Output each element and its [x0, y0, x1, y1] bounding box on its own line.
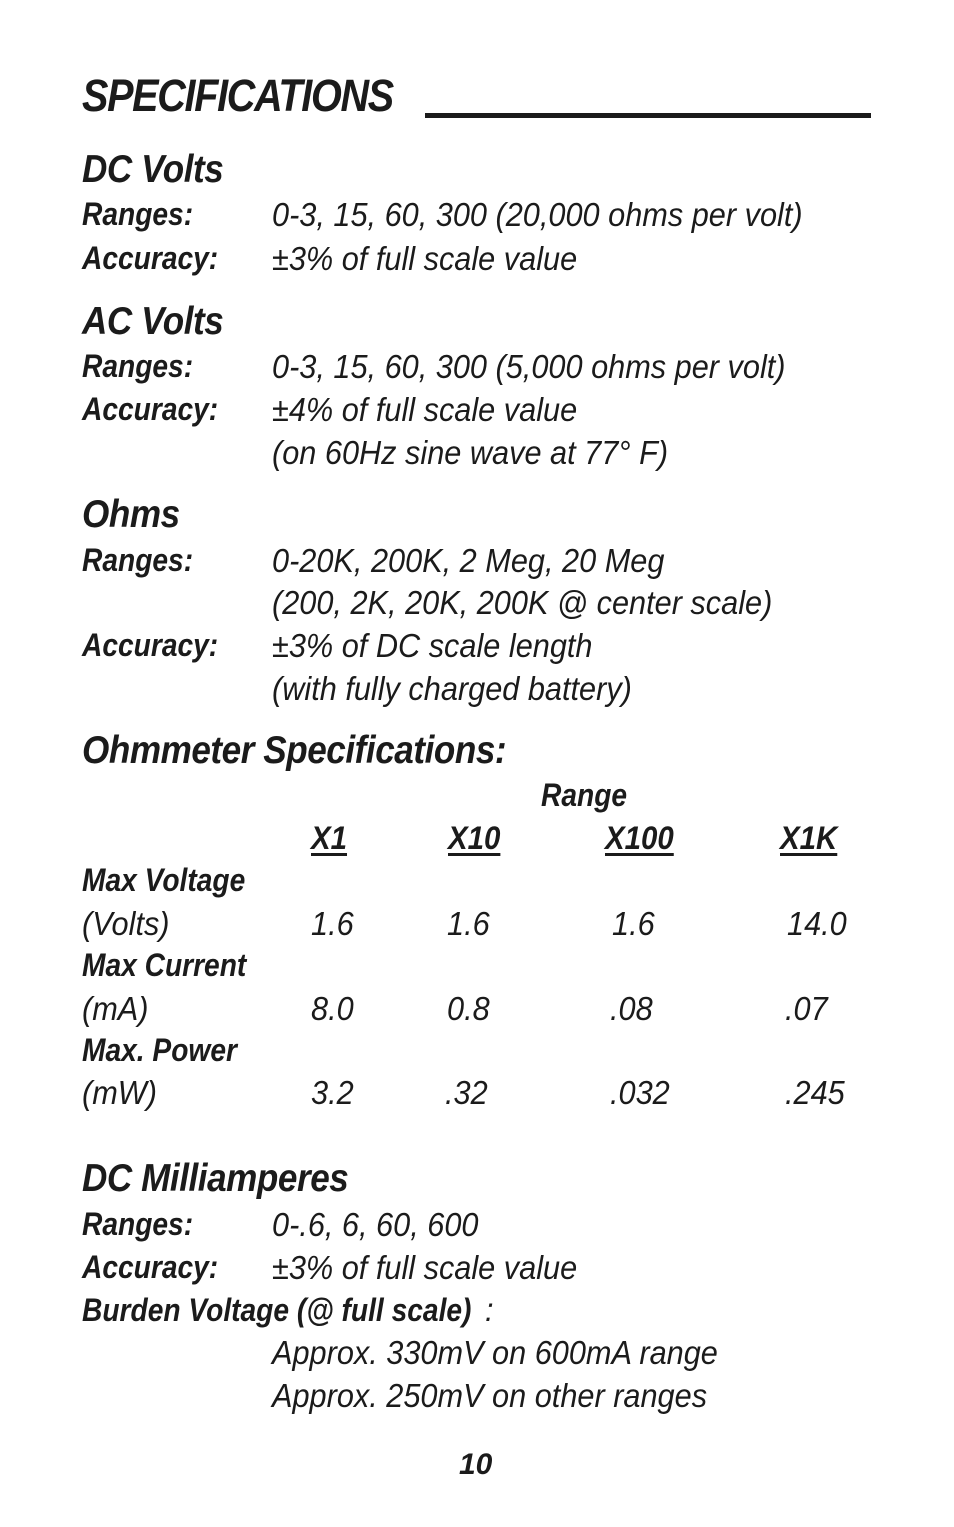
ac-volts-ranges-label: Ranges: [82, 348, 194, 384]
table-cell: 3.2 [311, 1074, 354, 1111]
ac-volts-accuracy-value: ±4% of full scale value [272, 391, 578, 428]
ac-volts-accuracy-label: Accuracy: [82, 391, 219, 427]
column-header-x100: X100 [605, 820, 674, 856]
dc-ma-ranges-label: Ranges: [82, 1206, 194, 1242]
ohms-ranges-label: Ranges: [82, 542, 194, 578]
ac-volts-accuracy-note: (on 60Hz sine wave at 77° F) [272, 434, 669, 471]
ohms-accuracy-note: (with fully charged battery) [272, 670, 632, 707]
ohms-accuracy-label: Accuracy: [82, 627, 219, 663]
burden-voltage-row [82, 1291, 494, 1329]
table-cell: 8.0 [311, 990, 354, 1027]
table-cell: .245 [785, 1074, 845, 1111]
ohms-heading: Ohms [82, 493, 180, 536]
column-header-x10: X10 [448, 820, 501, 856]
dc-volts-heading: DC Volts [82, 148, 224, 191]
row-label-max-voltage: Max Voltage [82, 862, 246, 898]
dc-volts-ranges-label: Ranges: [82, 196, 194, 232]
ac-volts-ranges-value: 0-3, 15, 60, 300 (5,000 ohms per volt) [272, 348, 786, 385]
table-cell: 14.0 [787, 905, 847, 942]
dc-volts-ranges-value: 0-3, 15, 60, 300 (20,000 ohms per volt) [272, 196, 803, 233]
page-title: SPECIFICATIONS [82, 70, 393, 121]
ohms-accuracy-value: ±3% of DC scale length [272, 627, 593, 664]
dc-volts-accuracy-value: ±3% of full scale value [272, 240, 578, 277]
ohms-ranges-value: 0-20K, 200K, 2 Meg, 20 Meg [272, 542, 665, 579]
table-cell: 0.8 [447, 990, 490, 1027]
title-rule [425, 113, 871, 118]
column-header-x1: X1 [311, 820, 348, 856]
table-cell: .08 [610, 990, 653, 1027]
table-cell: .07 [785, 990, 828, 1027]
row-unit-volts: (Volts) [82, 905, 170, 942]
dc-volts-accuracy-label: Accuracy: [82, 240, 219, 276]
table-cell: .032 [610, 1074, 670, 1111]
page-number: 10 [459, 1448, 493, 1481]
column-header-x1k: X1K [780, 820, 838, 856]
burden-voltage-line-1: Approx. 330mV on 600mA range [272, 1334, 718, 1371]
table-cell: 1.6 [612, 905, 655, 942]
range-label: Range [541, 777, 628, 813]
burden-voltage-line-2: Approx. 250mV on other ranges [272, 1377, 708, 1414]
table-cell: 1.6 [311, 905, 354, 942]
table-cell: .32 [445, 1074, 488, 1111]
row-label-max-current: Max Current [82, 947, 247, 983]
ohms-ranges-note: (200, 2K, 20K, 200K @ center scale) [272, 584, 773, 621]
row-label-max-power: Max. Power [82, 1032, 237, 1068]
row-unit-ma: (mA) [82, 990, 149, 1027]
dc-ma-accuracy-label: Accuracy: [82, 1249, 219, 1285]
dc-ma-accuracy-value: ±3% of full scale value [272, 1249, 578, 1286]
table-cell: 1.6 [447, 905, 490, 942]
dc-ma-heading: DC Milliamperes [82, 1157, 349, 1200]
ohmmeter-heading: Ohmmeter Specifications: [82, 729, 507, 772]
burden-voltage-colon: : [484, 1291, 494, 1328]
burden-voltage-label: Burden Voltage (@ full scale) [82, 1292, 472, 1328]
dc-ma-ranges-value: 0-.6, 6, 60, 600 [272, 1206, 479, 1243]
row-unit-mw: (mW) [82, 1074, 157, 1111]
ac-volts-heading: AC Volts [82, 300, 224, 343]
